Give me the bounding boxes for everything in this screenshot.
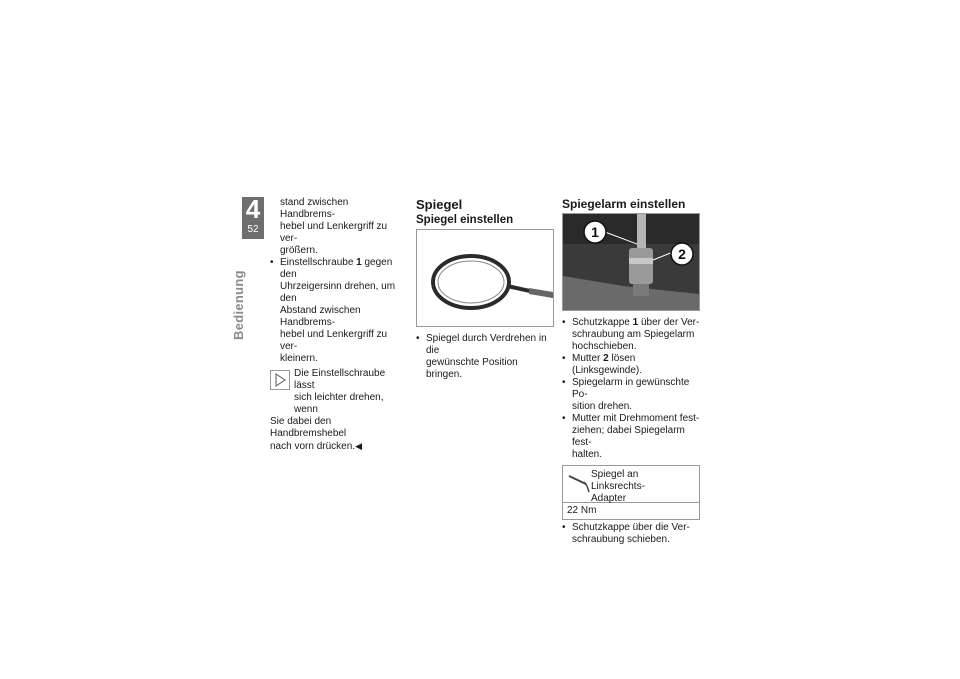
- list-item: • Spiegelarm in gewünschte Po- sition drehen.: [562, 377, 700, 413]
- column-3: [562, 197, 700, 546]
- chapter-number: 4: [245, 194, 261, 224]
- notice-block: Die Einstellschraube lässt sich leichter drehen, wenn Sie dabei den Handbremshebel nach vorn drücken.◀: [270, 368, 386, 452]
- callout-1: 1: [591, 224, 599, 240]
- list-item: • Schutzkappe über die Ver- schraubung schieben.: [562, 522, 700, 546]
- torque-wrench-icon: [566, 470, 592, 494]
- continuation-text: stand zwischen Handbrems- hebel und Lenkergriff zu ver- größern.: [280, 197, 388, 256]
- instruction-list: [562, 317, 700, 461]
- end-mark-icon: ◀: [355, 441, 362, 451]
- spec-label: Spiegel an Linksrechts- Adapter: [591, 469, 645, 504]
- instruction-list: [562, 522, 700, 546]
- section-heading: Spiegelarm einstellen: [562, 197, 686, 211]
- list-item: • Spiegel durch Verdrehen in die gewünschte Position bringen.: [416, 333, 554, 381]
- column-1: [270, 197, 402, 453]
- instruction-list: [270, 257, 402, 365]
- section-heading: Spiegel: [416, 197, 463, 212]
- subsection-heading: Spiegel einstellen: [416, 214, 514, 226]
- mirror-figure: [416, 229, 554, 327]
- instruction-list: [416, 333, 554, 381]
- list-item: • Mutter 2 lösen (Linksgewinde).: [562, 353, 700, 377]
- callout-2: 2: [678, 246, 686, 262]
- torque-spec-table: [562, 465, 700, 520]
- chapter-side-label: Bedienung: [231, 270, 246, 340]
- list-item: • Mutter mit Drehmoment fest- ziehen; dabei Spiegelarm fest- halten.: [562, 413, 700, 461]
- list-item: • Einstellschraube 1 gegen den Uhrzeigersinn drehen, um den Abstand zwischen Handbrems- hebel und Lenkergriff zu ver- kleinern.: [270, 257, 402, 365]
- chapter-tab: [242, 194, 264, 239]
- info-triangle-icon: [270, 370, 290, 390]
- mirror-arm-photo: [562, 213, 700, 311]
- spec-value: 22 Nm: [567, 505, 597, 516]
- page-number: 52: [247, 224, 259, 235]
- list-item: • Schutzkappe 1 über der Ver- schraubung am Spiegelarm hochschieben.: [562, 317, 700, 353]
- column-2: [416, 197, 554, 381]
